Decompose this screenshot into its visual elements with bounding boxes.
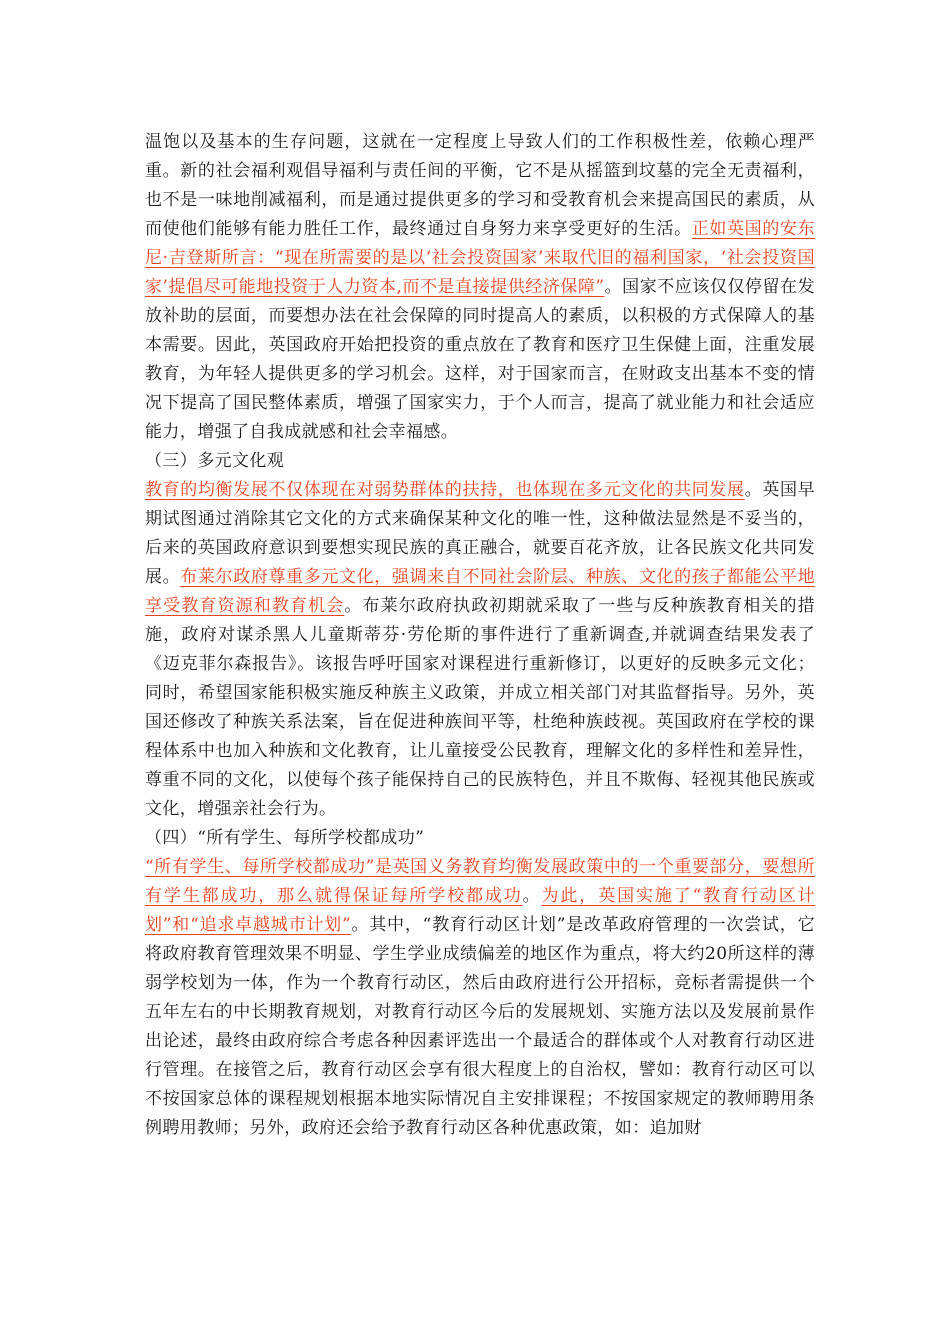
document-page xyxy=(145,128,815,1143)
welfare-paragraph xyxy=(145,128,815,447)
welfare-text-start: 温饱以及基本的生存问题，这就在一定程度上导致人们的工作积极性差，依赖心理严重。新的社会福利观倡导福利与责任间的平衡，它不是从摇篮到坟墓的完全无责福利，也不是一味地削减福利，而是通过提供更多的学习和受教育机会来提高国民的素质，从而使他们能够有能力胜任工作，最终通过自身努力来享受更好的生活。 xyxy=(145,132,815,239)
success-highlight-2: 为此，英国实施了“教育行动区计划”和“追求卓越城市计划” xyxy=(145,886,815,935)
success-highlight-1: “所有学生、每所学校都成功”是英国义务教育均衡发展政策中的一个重要部分，要想所有学生都成功，那么就得保证每所学校都成功 xyxy=(145,857,815,906)
success-separator: 。 xyxy=(522,886,542,906)
success-heading: （四）“所有学生、每所学校都成功” xyxy=(145,828,425,848)
multicultural-text-2: 。布莱尔政府执政初期就采取了一些与反种族教育相关的措施，政府对谋杀黑人儿童斯蒂芬·劳伦斯的事件进行了重新调查,并就调查结果发表了《迈克菲尔森报告》。该报告呼吁国家对课程进行重新修订，以更好的反映多元文化；同时，希望国家能积极实施反种族主义政策，并成立相关部门对其监督指导。另外，英国还修改了种族关系法案，旨在促进种族间平等，杜绝种族歧视。英国政府在学校的课程体系中也加入种族和文化教育，让儿童接受公民教育，理解文化的多样性和差异性，尊重不同的文化，以使每个孩子能保持自己的民族特色，并且不欺侮、轻视其他民族或文化，增强亲社会行为。 xyxy=(145,596,815,819)
success-paragraph xyxy=(145,853,815,1143)
giddens-quote-highlight: 正如英国的安东尼·吉登斯所言：“现在所需要的是以‘社会投资国家’来取代旧的福利国家，‘社会投资国家’提倡尽可能地投资于人力资本,而不是直接提供经济保障” xyxy=(145,219,815,297)
multicultural-highlight-2: 布莱尔政府尊重多元文化，强调来自不同社会阶层、种族、文化的孩子都能公平地享受教育资源和教育机会 xyxy=(145,567,815,616)
multicultural-highlight-1: 教育的均衡发展不仅体现在对弱势群体的扶持，也体现在多元文化的共同发展 xyxy=(145,480,745,500)
multicultural-heading: （三）多元文化观 xyxy=(145,451,285,471)
multicultural-paragraph xyxy=(145,476,815,824)
multicultural-text-1: 。英国早期试图通过消除其它文化的方式来确保某种文化的唯一性，这种做法显然是不妥当的，后来的英国政府意识到要想实现民族的真正融合，就要百花齐放，让各民族文化共同发展。 xyxy=(145,480,815,587)
success-text: 。其中，“教育行动区计划”是改革政府管理的一次尝试，它将政府教育管理效果不明显、学生学业成绩偏差的地区作为重点，将大约20所这样的薄弱学校划为一体，作为一个教育行动区，然后由政府进行公开招标，竞标者需提供一个五年左右的中长期教育规划，对教育行动区今后的发展规划、实施方法以及发展前景作出论述，最终由政府综合考虑各种因素评选出一个最适合的群体或个人对教育行动区进行管理。在接管之后，教育行动区会享有很大程度上的自治权，譬如：教育行动区可以不按国家总体的课程规划根据本地实际情况自主安排课程；不按国家规定的教师聘用条例聘用教师；另外，政府还会给予教育行动区各种优惠政策，如：追加财 xyxy=(145,915,815,1138)
welfare-text-end: 。国家不应该仅仅停留在发放补助的层面，而要想办法在社会保障的同时提高人的素质，以积极的方式保障人的基本需要。因此，英国政府开始把投资的重点放在了教育和医疗卫生保健上面，注重发展教育，为年轻人提供更多的学习机会。这样，对于国家而言，在财政支出基本不变的情况下提高了国民整体素质，增强了国家实力，于个人而言，提高了就业能力和社会适应能力，增强了自我成就感和社会幸福感。 xyxy=(145,277,815,442)
